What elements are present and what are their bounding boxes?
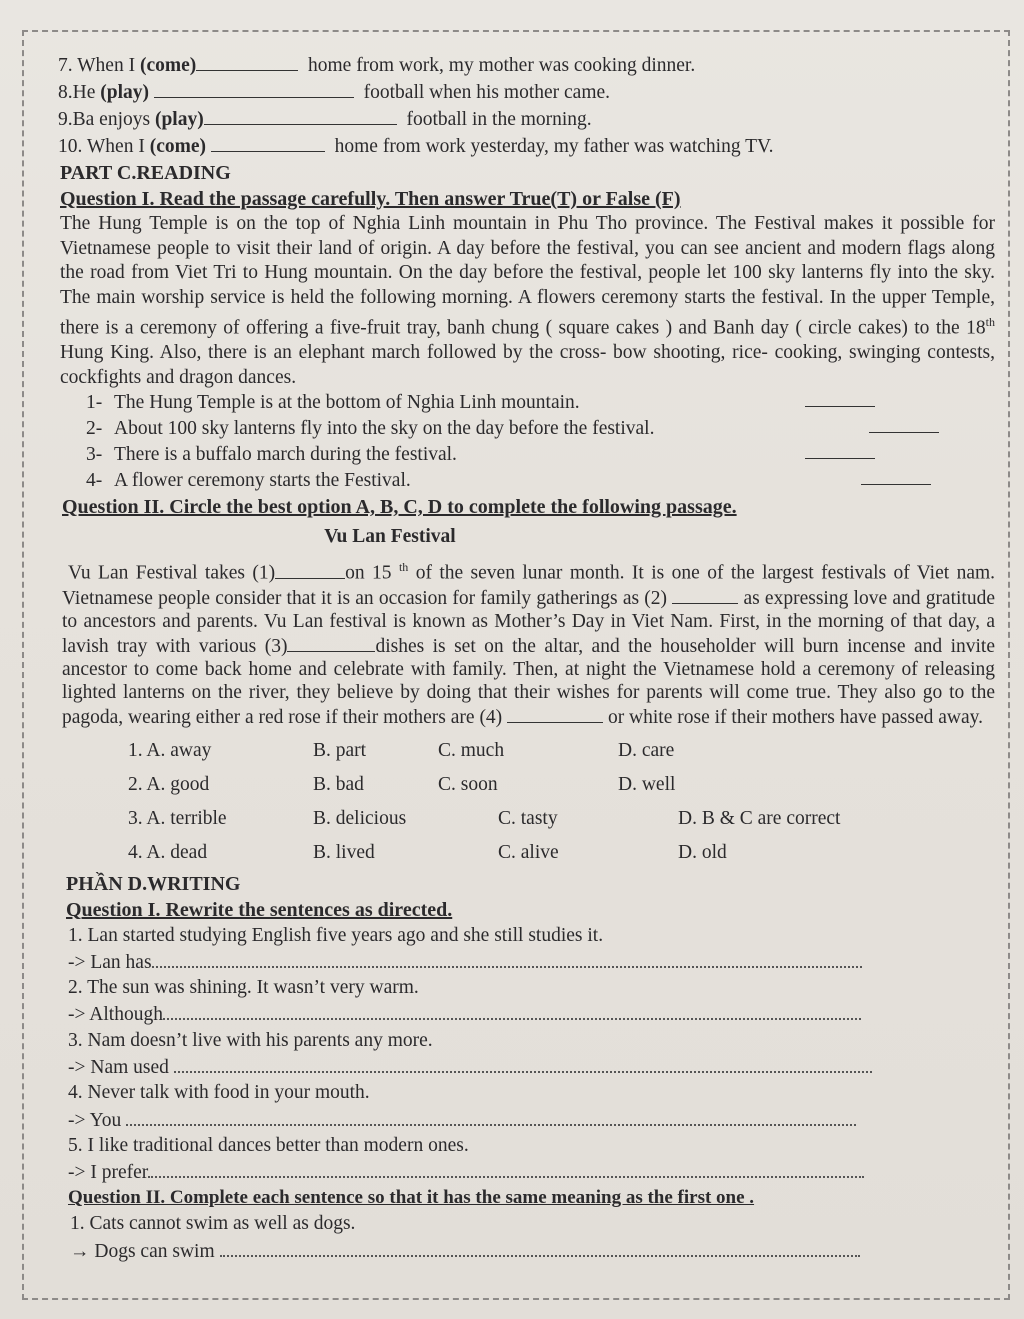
option-2d[interactable]: D. well [618,773,676,795]
passage-blank-1[interactable] [275,560,345,579]
answer-dotted-line[interactable] [174,1053,872,1073]
part-d-title: PHẦN D.WRITING [66,872,241,895]
options-row-1 [40,735,995,767]
exercise-10: 10. When I (come) home from work yesterday, my father was watching TV. [40,133,995,160]
option-4d[interactable]: D. old [678,841,727,863]
rewrite-item-5: 5. I like traditional dances better than modern ones. -> I prefer [40,1133,995,1186]
rewrite-item-3: 3. Nam doesn’t live with his parents any more. -> Nam used [40,1028,995,1081]
vu-lan-title: Vu Lan Festival [324,526,456,547]
tf-item-3: 3- There is a buffalo march during the festival. [40,442,995,468]
reading-question-2-heading: Question II. Circle the best option A, B, C, D to complete the following passage. [62,496,737,518]
hung-temple-passage: The Hung Temple is on the top of Nghia Linh mountain in Phu Tho province. The Festival makes it possible for Vietnamese people to visit their land of origin. A day before the festival, you can see ancient and modern flags along the road from Viet Tri to Hung mountain. On the day before the festival, people let 100 sky lanterns fly into the sky. The main worship service is held the following morning. A flowers ceremony starts the festival. In the upper Temple, there is a ceremony of offering a five-fruit tray, banh chung ( square cakes ) and Banh day ( circle cakes) to the 18th Hung King. Also, there is an elephant march followed by the cross- bow shooting, rice- cooking, swinging contests, cockfights and dragon dances. [60,213,995,388]
exercise-8: 8.He (play) football when his mother came. [40,79,995,106]
rewrite-item-2: 2. The sun was shining. It wasn’t very warm. -> Although [40,975,995,1028]
answer-blank[interactable] [154,79,354,98]
option-1c[interactable]: C. much [438,739,505,761]
complete-item-1: 1. Cats cannot swim as well as dogs. → Dogs can swim [40,1211,995,1264]
answer-dotted-line[interactable] [148,1158,864,1178]
tf-answer-blank[interactable] [861,468,931,485]
reading-question-1-heading: Question I. Read the passage carefully. Then answer True(T) or False (F) [60,188,681,210]
option-2b[interactable]: B. bad [313,773,364,795]
passage-blank-3[interactable] [287,633,375,652]
answer-dotted-line[interactable] [126,1106,856,1126]
option-1d[interactable]: D. care [618,739,675,761]
rewrite-item-1: 1. Lan started studying English five years ago and she still studies it. -> Lan has [40,923,995,976]
passage-blank-4[interactable] [507,704,603,723]
worksheet-content [40,52,995,1264]
option-1a[interactable]: 1. A. away [128,739,212,761]
passage-blank-2[interactable] [672,585,738,604]
answer-dotted-line[interactable] [163,1000,861,1020]
option-3d[interactable]: D. B & C are correct [678,807,841,829]
option-4b[interactable]: B. lived [313,841,375,863]
part-c-title: PART C.READING [60,162,231,184]
answer-blank[interactable] [204,106,397,125]
option-3b[interactable]: B. delicious [313,807,407,829]
rewrite-item-4: 4. Never talk with food in your mouth. -> You [40,1080,995,1133]
answer-blank[interactable] [196,52,298,71]
answer-dotted-line[interactable] [220,1237,860,1257]
tf-item-4: 4- A flower ceremony starts the Festival. [40,468,995,494]
option-2a[interactable]: 2. A. good [128,773,210,795]
option-3c[interactable]: C. tasty [498,807,558,829]
tf-item-2: 2- About 100 sky lanterns fly into the sky on the day before the festival. [40,416,995,442]
exercise-7: 7. When I (come) home from work, my mother was cooking dinner. [40,52,995,79]
option-1b[interactable]: B. part [313,739,367,761]
writing-question-1-heading: Question I. Rewrite the sentences as directed. [66,898,453,921]
options-row-2 [40,769,995,801]
tf-item-1: 1- The Hung Temple is at the bottom of Nghia Linh mountain. [40,390,995,416]
tf-answer-blank[interactable] [869,416,939,433]
option-3a[interactable]: 3. A. terrible [128,807,227,829]
answer-dotted-line[interactable] [152,948,862,968]
answer-blank[interactable] [211,133,325,152]
vu-lan-passage: Vu Lan Festival takes (1) on 15 $^{th}$ of the seven lunar month. It is one of the largest festivals of Viet nam. Vietnamese people consider that it is an occasion for family gatherings as (2) as expressing love and gratitude to ancestors and parents. Vu Lan festival is known as Mother’s Day in Viet Nam. First, in the morning of that day, a lavish tray with various (3) dishes is set on the altar, and the householder will burn incense and invite ancestor to come back home and celebrate with family. Then, at night the Vietnamese hold a ceremony of releasing lighted lanterns on the river, they believe by doing that their wishes for parents will come true. They also go to the pagoda, wearing either a red rose if their mothers are (4) or white rose if their mothers have passed away. [62,560,996,728]
tf-answer-blank[interactable] [805,442,875,459]
options-row-3 [40,803,995,835]
option-4c[interactable]: C. alive [498,841,559,863]
options-row-4 [40,837,995,869]
writing-question-2-heading: Question II. Complete each sentence so that it has the same meaning as the first one . [68,1187,755,1209]
option-4a[interactable]: 4. A. dead [128,841,208,863]
option-2c[interactable]: C. soon [438,773,498,795]
exercise-9: 9.Ba enjoys (play) football in the morning. [40,106,995,133]
tf-answer-blank[interactable] [805,390,875,407]
